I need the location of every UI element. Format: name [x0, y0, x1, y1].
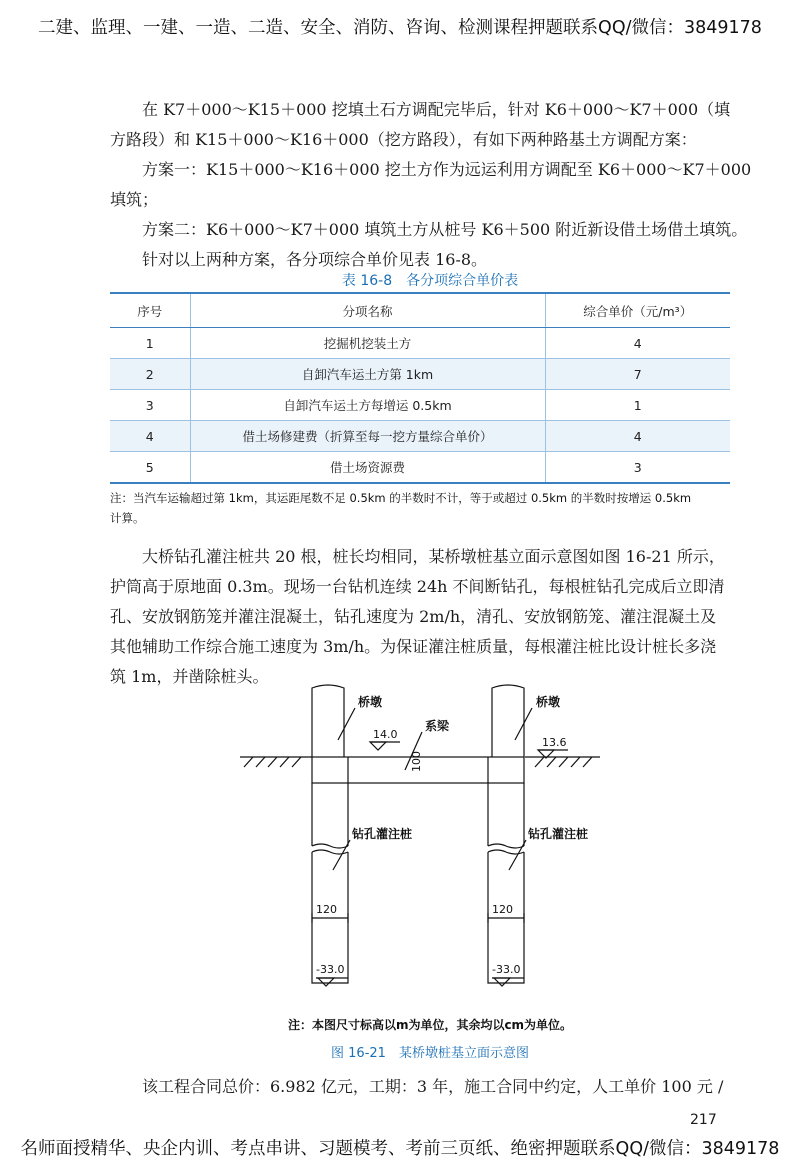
intro-line: 方案一：K15＋000～K16＋000 挖土方作为远运利用方调配至 K6＋000～K7＋000	[142, 160, 752, 179]
elevation-bottom-right: -33.0	[492, 963, 521, 976]
pile-diameter-right: 120	[492, 903, 513, 916]
cell-item-name: 自卸汽车运土方第 1km	[190, 359, 545, 390]
body-line: 筑 1m，并凿除桩头。	[110, 667, 269, 686]
elevation-marker-bottom-left-icon	[318, 978, 334, 986]
elevation-top-right: 13.6	[542, 736, 567, 749]
header-unit-price: 综合单价（元/m³）	[545, 293, 730, 328]
pier-column-left	[312, 685, 344, 757]
elevation-top-left: 14.0	[373, 728, 398, 741]
cell-unit-price: 4	[545, 421, 730, 452]
table-row	[110, 452, 730, 484]
label-tie-beam: 系梁	[425, 719, 450, 733]
break-mark-right-icon	[488, 844, 524, 848]
label-pier-left: 桥墩	[358, 695, 383, 709]
cell-index: 3	[110, 390, 190, 421]
table-row	[110, 421, 730, 452]
header-index: 序号	[110, 293, 190, 328]
pile-right-upper	[488, 783, 524, 846]
closing-line: 该工程合同总价：6.982 亿元，工期：3 年，施工合同中约定，人工单价 100 元 /	[142, 1077, 724, 1096]
closing-paragraph	[110, 1072, 750, 1102]
cell-unit-price: 4	[545, 328, 730, 359]
intro-line: 针对以上两种方案，各分项综合单价见表 16-8。	[142, 250, 488, 269]
table-caption: 表 16-8 各分项综合单价表	[341, 273, 519, 289]
body-line: 大桥钻孔灌注桩共 20 根，桩长均相同，某桥墩桩基立面示意图如图 16-21 所示，	[142, 547, 725, 566]
cell-item-name: 借土场修建费（折算至每一挖方量综合单价）	[190, 421, 545, 452]
pier-column-right	[492, 685, 524, 757]
page-footer-banner: 名师面授精华、央企内训、考点串讲、习题模考、考前三页纸、绝密押题联系QQ/微信：3849178	[20, 1139, 780, 1159]
cell-index: 4	[110, 421, 190, 452]
figure-caption: 图 16-21 某桥墩桩基立面示意图	[331, 1046, 529, 1061]
intro-line: 方案二：K6＋000～K7＋000 填筑土方从桩号 K6＋500 附近新设借土场借土填筑。	[142, 220, 748, 239]
body-paragraph	[110, 542, 750, 692]
body-line: 孔、安放钢筋笼并灌注混凝土，钻孔速度为 2m/h，清孔、安放钢筋笼、灌注混凝土及	[110, 607, 717, 626]
ground-hatch-right-icon	[535, 757, 592, 767]
leader-pier-left	[338, 708, 355, 740]
header-item-name: 分项名称	[190, 293, 545, 328]
pier-pile-elevation-figure	[220, 680, 620, 1010]
pile-left-upper	[312, 783, 348, 846]
elevation-marker-left-icon	[370, 742, 386, 750]
cell-index: 2	[110, 359, 190, 390]
intro-line: 方路段）和 K15＋000～K16＋000（挖方路段），有如下两种路基土方调配方案：	[110, 130, 697, 149]
page-header-banner: 二建、监理、一建、一造、二造、安全、消防、咨询、检测课程押题联系QQ/微信：3849178	[38, 18, 762, 38]
cell-unit-price: 1	[545, 390, 730, 421]
beam-height-dimension: 100	[410, 751, 423, 772]
ground-hatch-left-icon	[244, 757, 301, 767]
pile-diameter-left: 120	[316, 903, 337, 916]
body-line: 护筒高于原地面 0.3m。现场一台钻机连续 24h 不间断钻孔，每根桩钻孔完成后立即清	[110, 577, 725, 596]
break-mark-left-icon	[312, 844, 348, 848]
table-row	[110, 390, 730, 421]
elevation-bottom-left: -33.0	[316, 963, 345, 976]
table-row	[110, 328, 730, 359]
intro-line: 填筑；	[110, 190, 159, 209]
cell-unit-price: 3	[545, 452, 730, 484]
table-note-line: 计算。	[110, 511, 145, 525]
cell-index: 5	[110, 452, 190, 484]
page-number: 217	[690, 1112, 717, 1128]
cell-index: 1	[110, 328, 190, 359]
cell-item-name: 自卸汽车运土方每增运 0.5km	[190, 390, 545, 421]
table-row	[110, 359, 730, 390]
unit-price-table	[110, 292, 730, 484]
label-pier-right: 桥墩	[536, 695, 561, 709]
cell-item-name: 挖掘机挖装土方	[190, 328, 545, 359]
label-pile-right: 钻孔灌注桩	[528, 827, 589, 841]
figure-note: 注：本图尺寸标高以m为单位，其余均以cm为单位。	[287, 1018, 573, 1032]
table-note	[110, 488, 750, 528]
cell-unit-price: 7	[545, 359, 730, 390]
body-line: 其他辅助工作综合施工速度为 3m/h。为保证灌注桩质量，每根灌注桩比设计桩长多浇	[110, 637, 717, 656]
label-pile-left: 钻孔灌注桩	[352, 827, 413, 841]
table-header-row	[110, 293, 730, 328]
table-note-line: 注：当汽车运输超过第 1km，其运距尾数不足 0.5km 的半数时不计，等于或超过 0.5km 的半数时按增运 0.5km	[110, 491, 692, 505]
intro-line: 在 K7＋000～K15＋000 挖填土石方调配完毕后，针对 K6＋000～K7＋000（填	[142, 100, 731, 119]
elevation-marker-bottom-right-icon	[494, 978, 510, 986]
cell-item-name: 借土场资源费	[190, 452, 545, 484]
intro-paragraph	[110, 95, 750, 275]
